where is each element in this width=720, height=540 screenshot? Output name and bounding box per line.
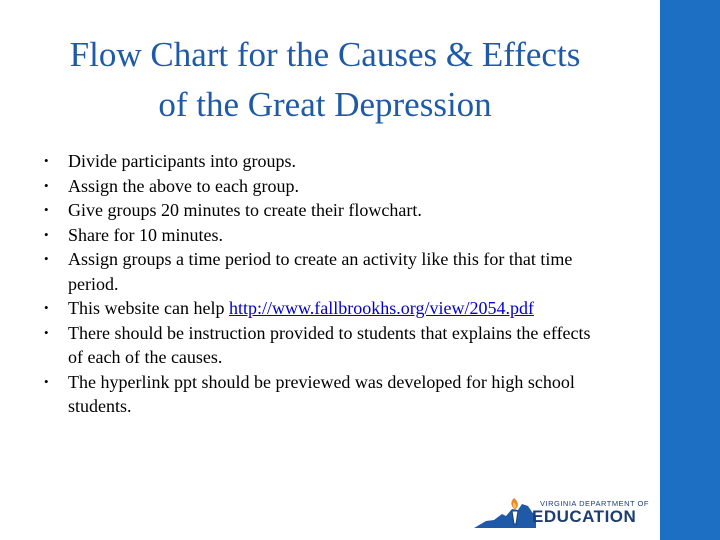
- list-item: [44, 174, 604, 199]
- title-line-1: Flow Chart for the Causes & Effects: [69, 35, 581, 74]
- virginia-torch-icon: [472, 494, 538, 532]
- list-item: [44, 296, 604, 321]
- bullet-dot: •: [44, 300, 49, 315]
- list-item: [44, 149, 604, 174]
- logo-org-name: EDUCATION: [532, 507, 637, 526]
- bullet-list: [44, 149, 604, 419]
- list-item: [44, 223, 604, 248]
- title-line-2: of the Great Depression: [158, 85, 492, 124]
- list-item: [44, 198, 604, 223]
- bullet-text: Assign the above to each group.: [68, 175, 299, 196]
- bullet-dot: •: [44, 373, 49, 389]
- list-item: [44, 247, 604, 296]
- bullet-dot: •: [44, 251, 49, 266]
- bullet-dot: •: [44, 226, 49, 242]
- bullet-text: Share for 10 minutes.: [68, 224, 223, 245]
- bullet-text: This website can help: [68, 298, 229, 318]
- bullet-text: Divide participants into groups.: [68, 151, 296, 171]
- list-item: [44, 370, 604, 419]
- bullet-text: Give groups 20 minutes to create their flowchart.: [68, 200, 422, 220]
- bullet-dot: •: [44, 153, 49, 168]
- bullet-dot: •: [44, 177, 49, 193]
- bullet-dot: •: [44, 324, 49, 340]
- logo-org-line: VIRGINIA DEPARTMENT OF: [540, 499, 649, 508]
- slide-title: [10, 30, 640, 130]
- website-link[interactable]: http://www.fallbrookhs.org/view/2054.pdf: [228, 298, 534, 318]
- bullet-text: The hyperlink ppt should be previewed was developed for high school students.: [68, 371, 575, 416]
- sidebar-accent-bar: [660, 0, 720, 540]
- list-item: [44, 321, 604, 370]
- bullet-dot: •: [44, 202, 49, 217]
- bullet-text: There should be instruction provided to students that explains the effects of each of the causes.: [68, 322, 591, 367]
- bullet-text: Assign groups a time period to create an activity like this for that time period.: [68, 249, 573, 294]
- vdoe-logo: [472, 494, 654, 532]
